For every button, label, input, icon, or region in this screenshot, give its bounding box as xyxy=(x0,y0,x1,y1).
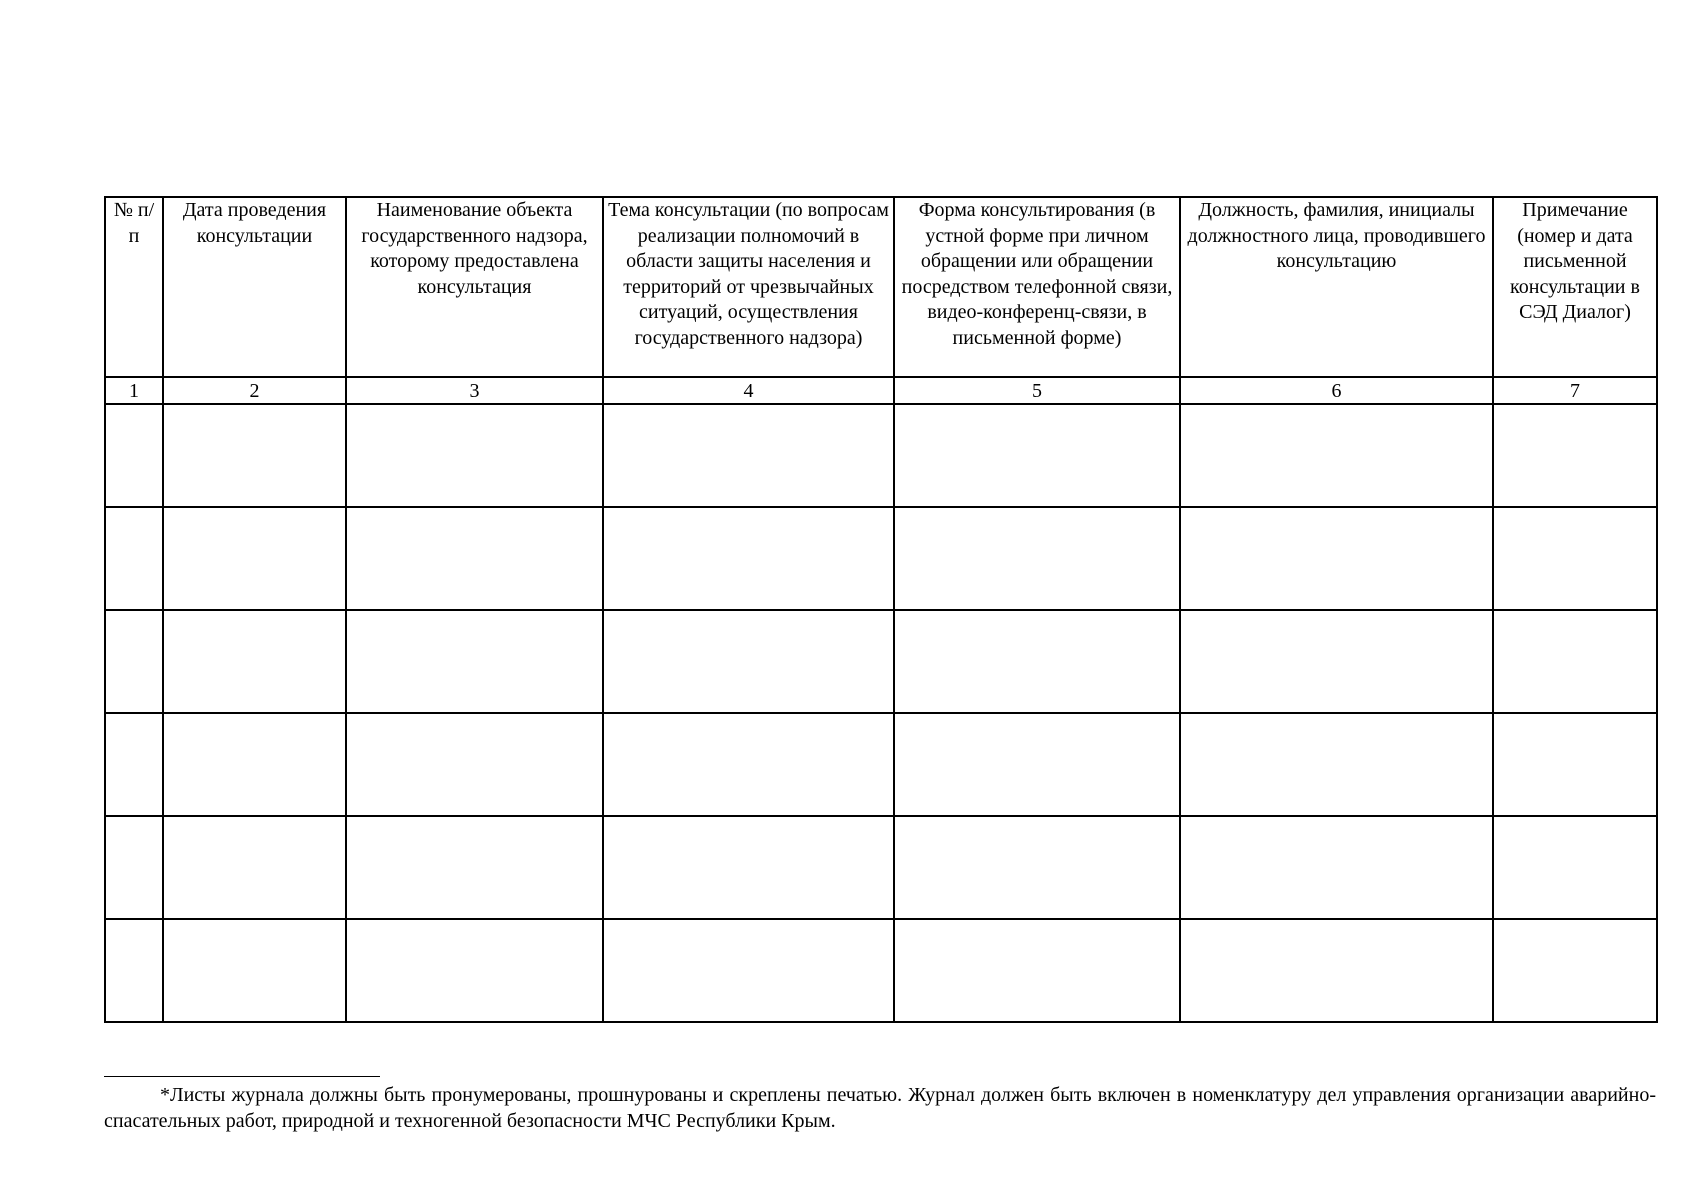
column-number: 2 xyxy=(163,377,346,404)
table-cell xyxy=(1493,507,1657,610)
table-cell xyxy=(1180,919,1493,1022)
column-number: 1 xyxy=(105,377,163,404)
table-cell xyxy=(603,919,894,1022)
table-cell xyxy=(894,404,1180,507)
column-number: 6 xyxy=(1180,377,1493,404)
footnote-divider xyxy=(104,1076,380,1077)
table-cell xyxy=(603,404,894,507)
table-cell xyxy=(894,610,1180,713)
table-cell xyxy=(346,507,603,610)
table-cell xyxy=(163,713,346,816)
table-cell xyxy=(603,816,894,919)
column-number: 3 xyxy=(346,377,603,404)
table-row xyxy=(105,816,1657,919)
table-cell xyxy=(105,507,163,610)
table-cell xyxy=(105,404,163,507)
table-row xyxy=(105,919,1657,1022)
table-cell xyxy=(894,919,1180,1022)
table-cell xyxy=(603,713,894,816)
column-number: 4 xyxy=(603,377,894,404)
table-cell xyxy=(163,610,346,713)
table-row xyxy=(105,507,1657,610)
table-row xyxy=(105,610,1657,713)
table-cell xyxy=(1180,610,1493,713)
table-cell xyxy=(894,816,1180,919)
table-cell xyxy=(1180,816,1493,919)
footnote-text: *Листы журнала должны быть пронумерованы, прошнурованы и скреплены печатью. Журнал должен быть включен в номенклатуру дел управления организации аварийно-спасательных работ, природной и техногенной безопасности МЧС Республики Крым. xyxy=(104,1084,1656,1132)
table-cell xyxy=(105,610,163,713)
header-number: № п/п xyxy=(105,197,163,377)
table-cell xyxy=(105,713,163,816)
table-cell xyxy=(894,713,1180,816)
table-cell xyxy=(163,919,346,1022)
header-topic: Тема консультации (по вопросам реализации полномочий в области защиты населения и территорий от чрезвычайных ситуаций, осуществления государственного надзора) xyxy=(603,197,894,377)
table-cell xyxy=(105,816,163,919)
table-cell xyxy=(163,816,346,919)
table-cell xyxy=(1493,404,1657,507)
column-number: 7 xyxy=(1493,377,1657,404)
header-row xyxy=(105,197,1657,377)
header-object-name: Наименование объекта государственного надзора, которому предоставлена консультация xyxy=(346,197,603,377)
table-cell xyxy=(346,919,603,1022)
table-cell xyxy=(1493,919,1657,1022)
header-note: Примечание (номер и дата письменной консультации в СЭД Диалог) xyxy=(1493,197,1657,377)
table-cell xyxy=(346,610,603,713)
table-cell xyxy=(1493,816,1657,919)
table-cell xyxy=(163,507,346,610)
table-cell xyxy=(105,919,163,1022)
header-date: Дата проведения консультации xyxy=(163,197,346,377)
table-cell xyxy=(603,610,894,713)
column-number: 5 xyxy=(894,377,1180,404)
table-cell xyxy=(346,816,603,919)
table-row xyxy=(105,713,1657,816)
column-number-row xyxy=(105,377,1657,404)
table-cell xyxy=(346,713,603,816)
table-body xyxy=(105,404,1657,1022)
table-cell xyxy=(1180,507,1493,610)
table-cell xyxy=(1180,404,1493,507)
table-cell xyxy=(163,404,346,507)
consultation-journal-table xyxy=(104,196,1658,1023)
table-cell xyxy=(1493,713,1657,816)
table-row xyxy=(105,404,1657,507)
header-official: Должность, фамилия, инициалы должностного лица, проводившего консультацию xyxy=(1180,197,1493,377)
table-cell xyxy=(1180,713,1493,816)
table-cell xyxy=(1493,610,1657,713)
table-cell xyxy=(346,404,603,507)
table-cell xyxy=(603,507,894,610)
table-cell xyxy=(894,507,1180,610)
header-form: Форма консультирования (в устной форме при личном обращении или обращении посредством телефонной связи, видео-конференц-связи, в письменной форме) xyxy=(894,197,1180,377)
